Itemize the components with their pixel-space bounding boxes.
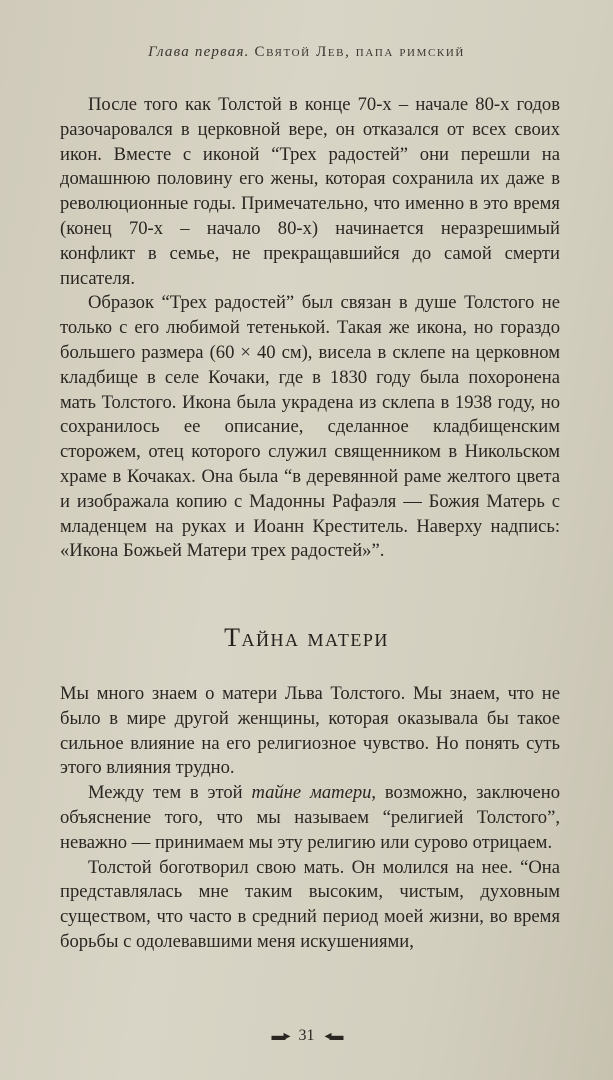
paragraph-icons: После того как Толстой в конце 70-х – начале 80-х годов разочаровался в церковной вере, он отказался от всех своих икон. Вместе с иконой “Трех радостей” они перешли на домашнюю половину его жены, которая сохранила их даже в революционные годы. Примечательно, что именно в это время (конец 70-х – начало 80-х) начинается неразрешимый конфликт в семье, не прекращавшийся до самой смерти писателя. [60, 94, 560, 289]
paragraph-mystery-start: Между тем в этой [88, 782, 252, 804]
page-folio [0, 1027, 613, 1045]
right-ornament-icon: ◂▬ [324, 1028, 342, 1044]
text-block-top [60, 93, 560, 564]
paragraph-intro: Мы много знаем о матери Льва Толстого. Мы знаем, что не было в мире другой женщины, которая оказывала бы такое сильное влияние на его религиозное чувство. Но понять суть этого влияния трудно. [60, 683, 560, 779]
running-head-chapter: Глава первая. [148, 44, 250, 60]
paragraph-mystery-emphasis: тайне матери [251, 782, 372, 804]
paragraph-three-joys: Образок “Трех радостей” был связан в душе Толстого не только с его любимой тетенькой. Такая же икона, но гораздо большего размера (60 × 40 см), висела в склепе на церковном кладбище в селе Кочаки, где в 1830 году была похоронена мать Толстого. Икона была украдена из склепа в 1938 году, но сохранилось ее описание, сделанное кладбищенским сторожем, отец которого служил священником в Никольском храме в Кочаках. Она была “в деревянной раме желтого цвета и изображала копию с Мадонны Рафаэля — Божия Матерь с младенцем на руках и Иоанн Креститель. Наверху надпись: «Икона Божьей Матери трех радостей»”. [60, 292, 560, 562]
running-head-title: Святой Лев, папа римский [254, 44, 465, 60]
paragraph-mystery [60, 781, 560, 855]
paragraph-mother: Толстой боготворил свою мать. Он молился на нее. “Она представлялась мне таким высоким, чистым, духовным существом, что часто в средний период моей жизни, во время борьбы с одолевавшими меня искушениями, [60, 856, 560, 952]
left-ornament-icon: ▬▸ [271, 1028, 289, 1044]
text-block-bottom [60, 682, 560, 955]
page-number: 31 [298, 1027, 315, 1045]
section-heading: Тайна матери [224, 623, 389, 652]
running-head [0, 44, 613, 61]
paragraph-mystery-end: , возможно, заключено объяснение того, что мы называем “религией Толстого”, неважно — принимаем мы эту религию или сурово отрицаем. [60, 782, 561, 853]
